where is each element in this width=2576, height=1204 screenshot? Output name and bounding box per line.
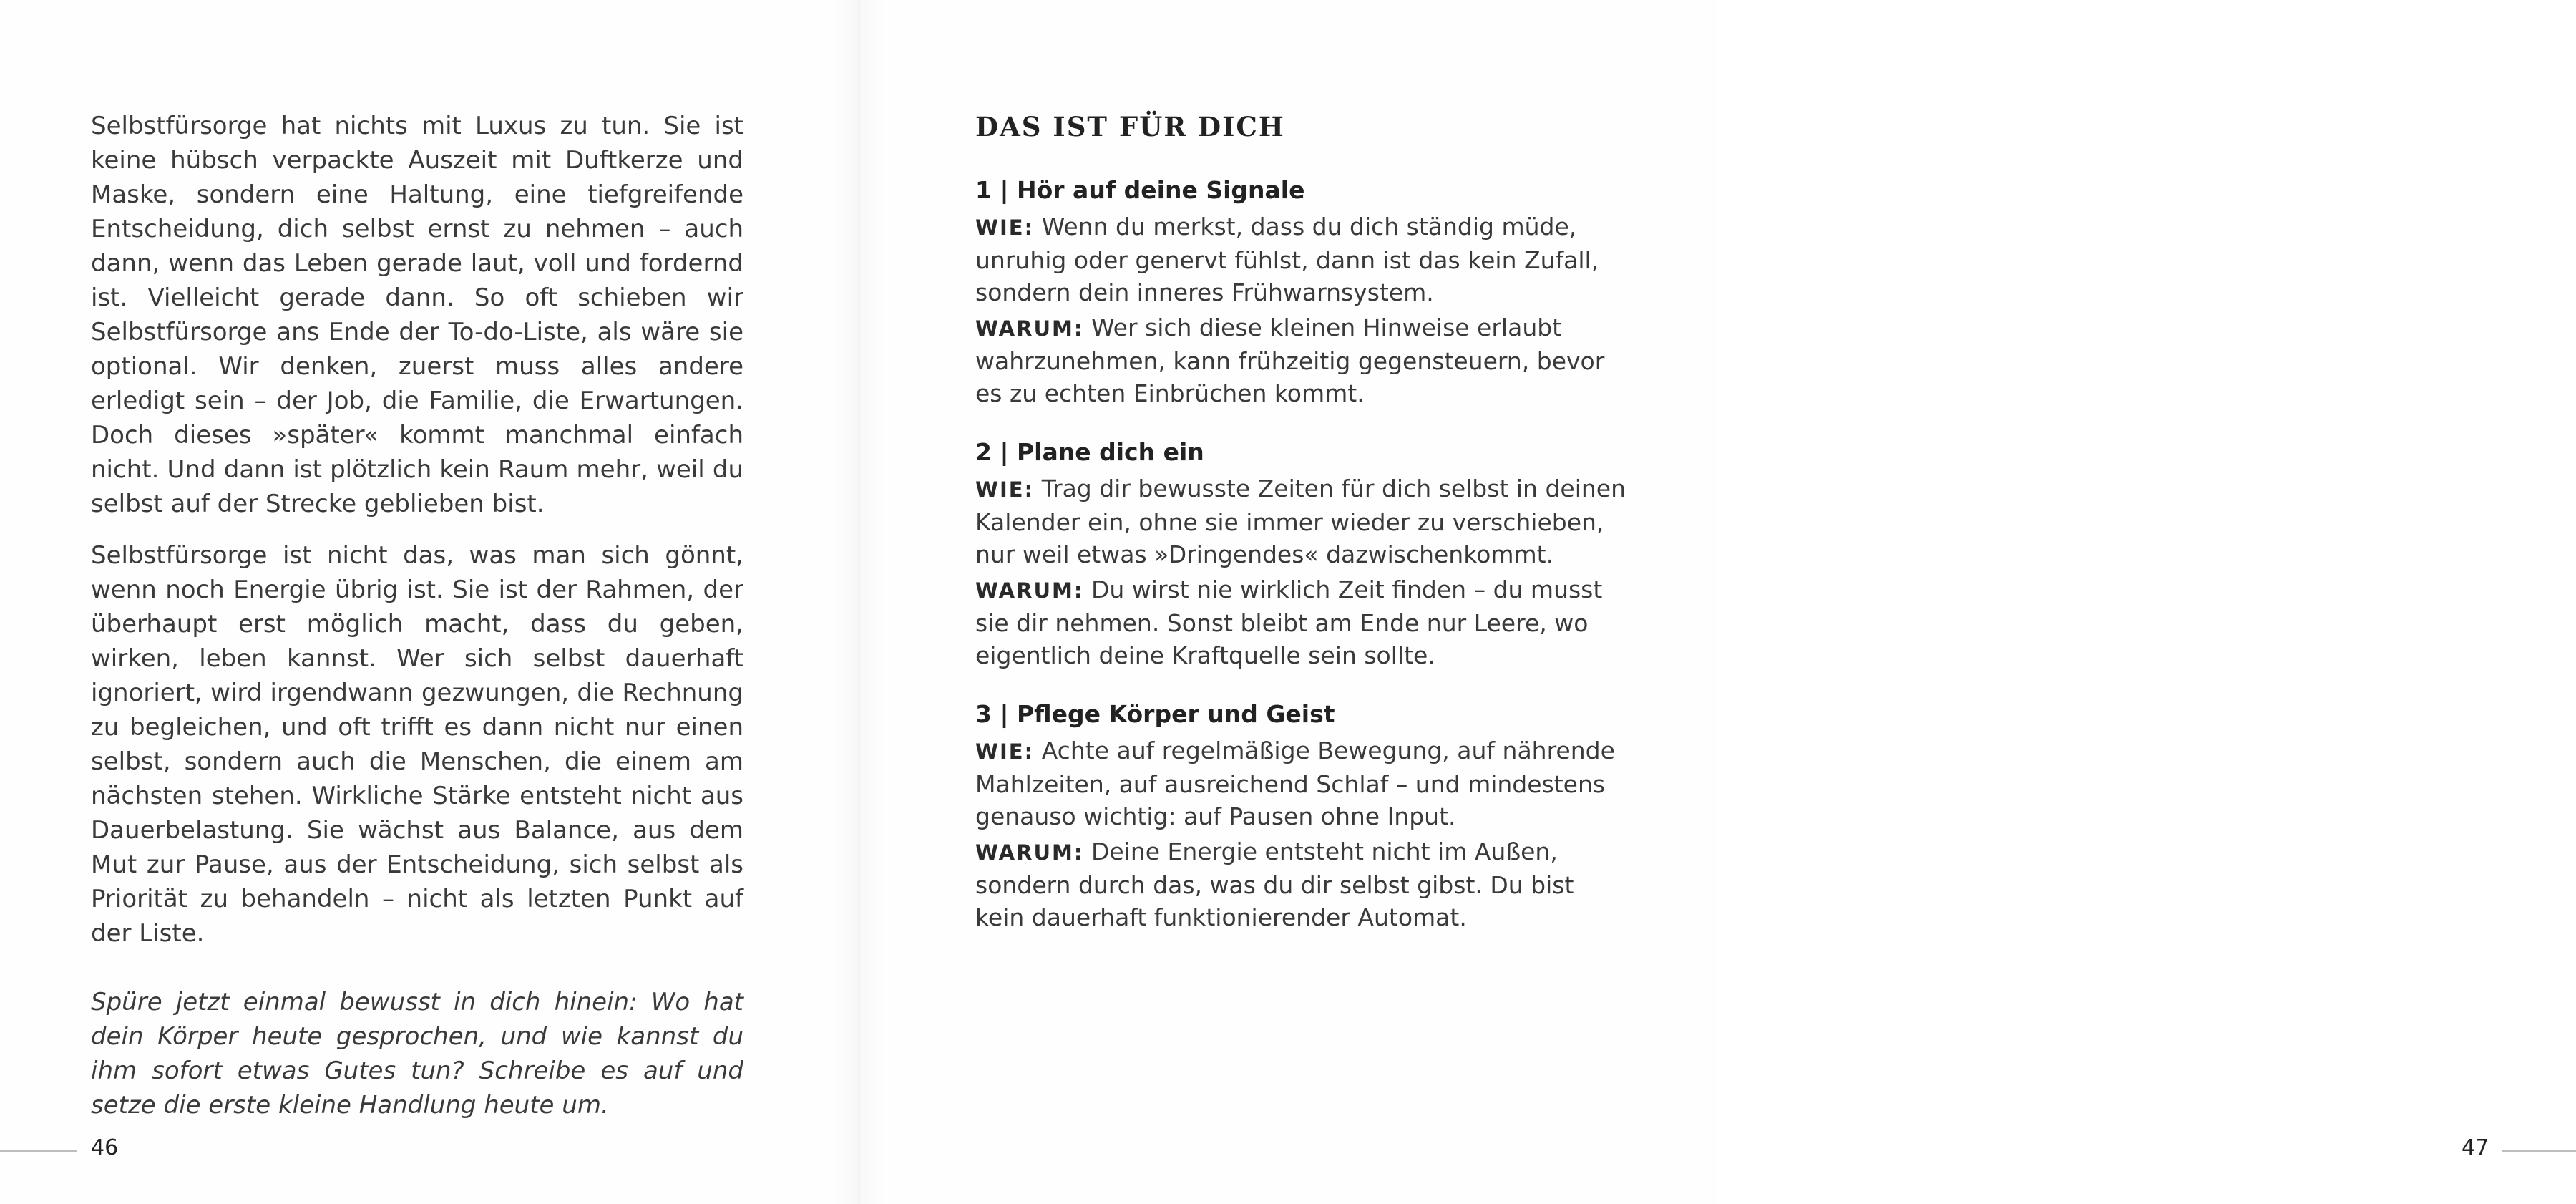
warum-label: WARUM: <box>975 316 1084 341</box>
tip-item-2 <box>975 435 1626 671</box>
tip-warum <box>975 835 1626 933</box>
warum-label: WARUM: <box>975 840 1084 865</box>
warum-text: Deine Energie entsteht nicht im Außen, sondern durch das, was du dir selbst gibst. Du bist kein dauerhaft funktionierender Automat. <box>975 838 1574 931</box>
tip-heading: 1 | Hör auf deine Signale <box>975 176 1305 204</box>
wie-text: Wenn du merkst, dass du dich ständig müde, unruhig oder genervt fühlst, dann ist das kein Zufall, sondern dein inneres Frühwarnsystem. <box>975 213 1599 306</box>
body-paragraph-1: Selbstfürsorge hat nichts mit Luxus zu tun. Sie ist keine hübsch verpackte Auszeit mit Duftkerze und Maske, sondern eine Haltung, eine tiefgreifende Entscheidung, dich selbst ernst zu nehmen – auch dann, wenn das Leben gerade laut, voll und fordernd ist. Vielleicht gerade dann. So oft schieben wir Selbstfürsorge ans Ende der To-do-Liste, als wäre sie optional. Wir denken, zuerst muss alles andere erledigt sein – der Job, die Familie, die Erwartungen. Doch dieses »später« kommt manchmal einfach nicht. Und dann ist plötzlich kein Raum mehr, weil du selbst auf der Strecke geblieben bist. <box>91 112 743 518</box>
tip-wie <box>975 734 1626 832</box>
section-title: DAS IST FÜR DICH <box>975 111 1285 142</box>
tip-warum <box>975 311 1626 409</box>
left-body-text <box>91 109 743 1140</box>
tip-wie <box>975 210 1626 309</box>
tip-item-1 <box>975 173 1626 409</box>
footer-rule-left <box>0 1150 77 1152</box>
page-number-left: 46 <box>91 1135 119 1160</box>
warum-label: WARUM: <box>975 578 1084 603</box>
wie-text: Trag dir bewusste Zeiten für dich selbst in deinen Kalender ein, ohne sie immer wieder zu verschieben, nur weil etwas »Dringendes« dazwischenkommt. <box>975 475 1626 568</box>
wie-label: WIE: <box>975 215 1035 240</box>
footer-rule-right <box>2502 1150 2576 1152</box>
book-gutter-shadow <box>830 0 887 1204</box>
reflection-prompt: Spüre jetzt einmal bewusst in dich hinein: Wo hat dein Körper heute gesprochen, und wie kannst du ihm sofort etwas Gutes tun? Schreibe es auf und setze die erste kleine Handlung heute um. <box>91 988 743 1120</box>
wie-text: Achte auf regelmäßige Bewegung, auf nährende Mahlzeiten, auf ausreichend Schlaf – und mindestens genauso wichtig: auf Pausen ohne Input. <box>975 737 1615 830</box>
page-number-right: 47 <box>2462 1135 2489 1160</box>
warum-text: Wer sich diese kleinen Hinweise erlaubt wahrzunehmen, kann frühzeitig gegensteuern, bevor es zu echten Einbrüchen kommt. <box>975 314 1605 407</box>
body-paragraph-2: Selbstfürsorge ist nicht das, was man sich gönnt, wenn noch Energie übrig ist. Sie ist der Rahmen, der überhaupt erst möglich macht, dass du geben, wirken, leben kannst. Wer sich selbst dauerhaft ignoriert, wird irgendwann gezwungen, die Rechnung zu begleichen, und oft trifft es dann nicht nur einen selbst, sondern auch die Menschen, die einem am nächsten stehen. Wirkliche Stärke entsteht nicht aus Dauerbelastung. Sie wächst aus Balance, aus dem Mut zur Pause, aus der Entscheidung, sich selbst als Priorität zu behandeln – nicht als letzten Punkt auf der Liste. <box>91 541 743 948</box>
left-page <box>0 0 859 1204</box>
wie-label: WIE: <box>975 477 1035 502</box>
warum-text: Du wirst nie wirklich Zeit finden – du musst sie dir nehmen. Sonst bleibt am Ende nur Leere, wo eigentlich deine Kraftquelle sein sollte. <box>975 576 1603 669</box>
tip-item-3 <box>975 697 1626 933</box>
tip-heading: 2 | Plane dich ein <box>975 438 1204 466</box>
tip-warum <box>975 573 1626 671</box>
tip-heading: 3 | Pflege Körper und Geist <box>975 700 1335 728</box>
right-body-text <box>975 107 1626 959</box>
wie-label: WIE: <box>975 739 1035 764</box>
tip-wie <box>975 472 1626 571</box>
